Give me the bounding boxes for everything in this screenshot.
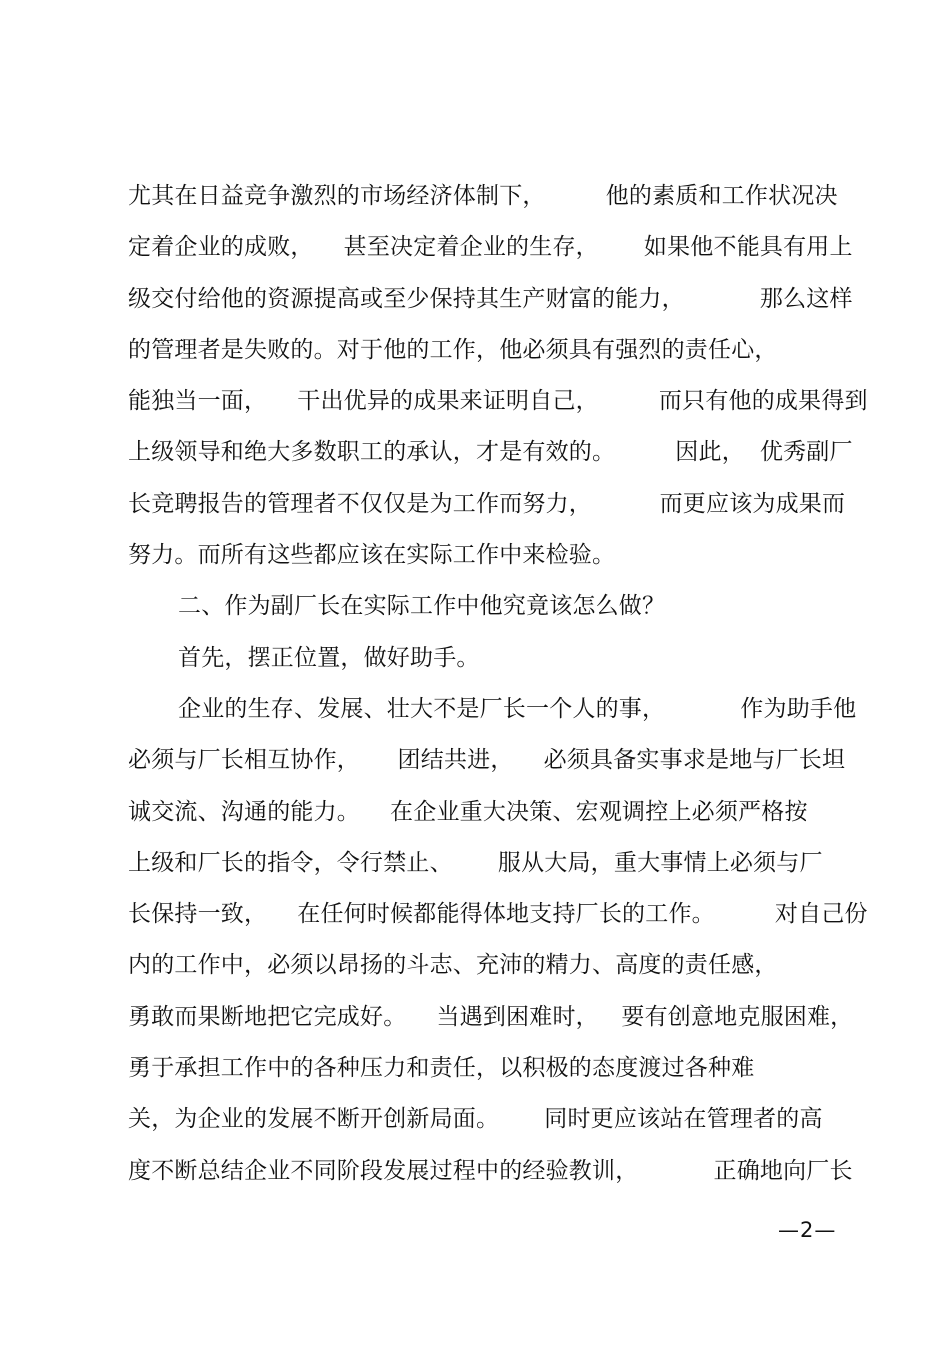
text-line: 长保持一致， 在任何时候都能得体地支持厂长的工作。 对自己份	[128, 901, 868, 928]
text-line: 内的工作中，必须以昂扬的斗志、充沛的精力、高度的责任感，	[128, 952, 778, 979]
text-line: 能独当一面， 干出优异的成果来证明自己， 而只有他的成果得到	[128, 388, 868, 415]
text-line: 勇敢而果断地把它完成好。 当遇到困难时， 要有创意地克服困难，	[128, 1003, 854, 1030]
text-line: 诚交流、沟通的能力。 在企业重大决策、宏观调控上必须严格按	[128, 798, 808, 825]
subheading: 首先，摆正位置，做好助手。	[178, 644, 480, 671]
text-line: 定着企业的成败， 甚至决定着企业的生存， 如果他不能具有用上	[128, 234, 853, 261]
text-line: 长竞聘报告的管理者不仅仅是为工作而努力， 而更应该为成果而	[128, 490, 846, 517]
text-line: 关，为企业的发展不断开创新局面。 同时更应该站在管理者的高	[128, 1106, 823, 1133]
body-text	[128, 171, 868, 1197]
text-line: 尤其在日益竞争激烈的市场经济体制下， 他的素质和工作状况决	[128, 183, 838, 209]
text-line: 勇于承担工作中的各种压力和责任，以积极的态度渡过各种难	[128, 1055, 755, 1082]
text-line: 上级和厂长的指令，令行禁止、 服从大局，重大事情上必须与厂	[128, 849, 823, 876]
text-line: 级交付给他的资源提高或至少保持其生产财富的能力， 那么这样	[128, 285, 853, 312]
text-line: 必须与厂长相互协作， 团结共进， 必须具备实事求是地与厂长坦	[128, 747, 846, 774]
text-line: 的管理者是失败的。对于他的工作，他必须具有强烈的责任心，	[128, 336, 778, 363]
text-line: 上级领导和绝大多数职工的承认，才是有效的。 因此， 优秀副厂	[128, 439, 853, 466]
text-line: 度不断总结企业不同阶段发展过程中的经验教训， 正确地向厂长	[128, 1157, 853, 1184]
text-line: 努力。而所有这些都应该在实际工作中来检验。	[128, 542, 616, 569]
text-line: 企业的生存、发展、壮大不是厂长一个人的事， 作为助手他	[178, 695, 857, 722]
page-number: —2—	[778, 1218, 837, 1242]
section-heading: 二、作为副厂长在实际工作中他究竟该怎么做？	[178, 593, 666, 620]
